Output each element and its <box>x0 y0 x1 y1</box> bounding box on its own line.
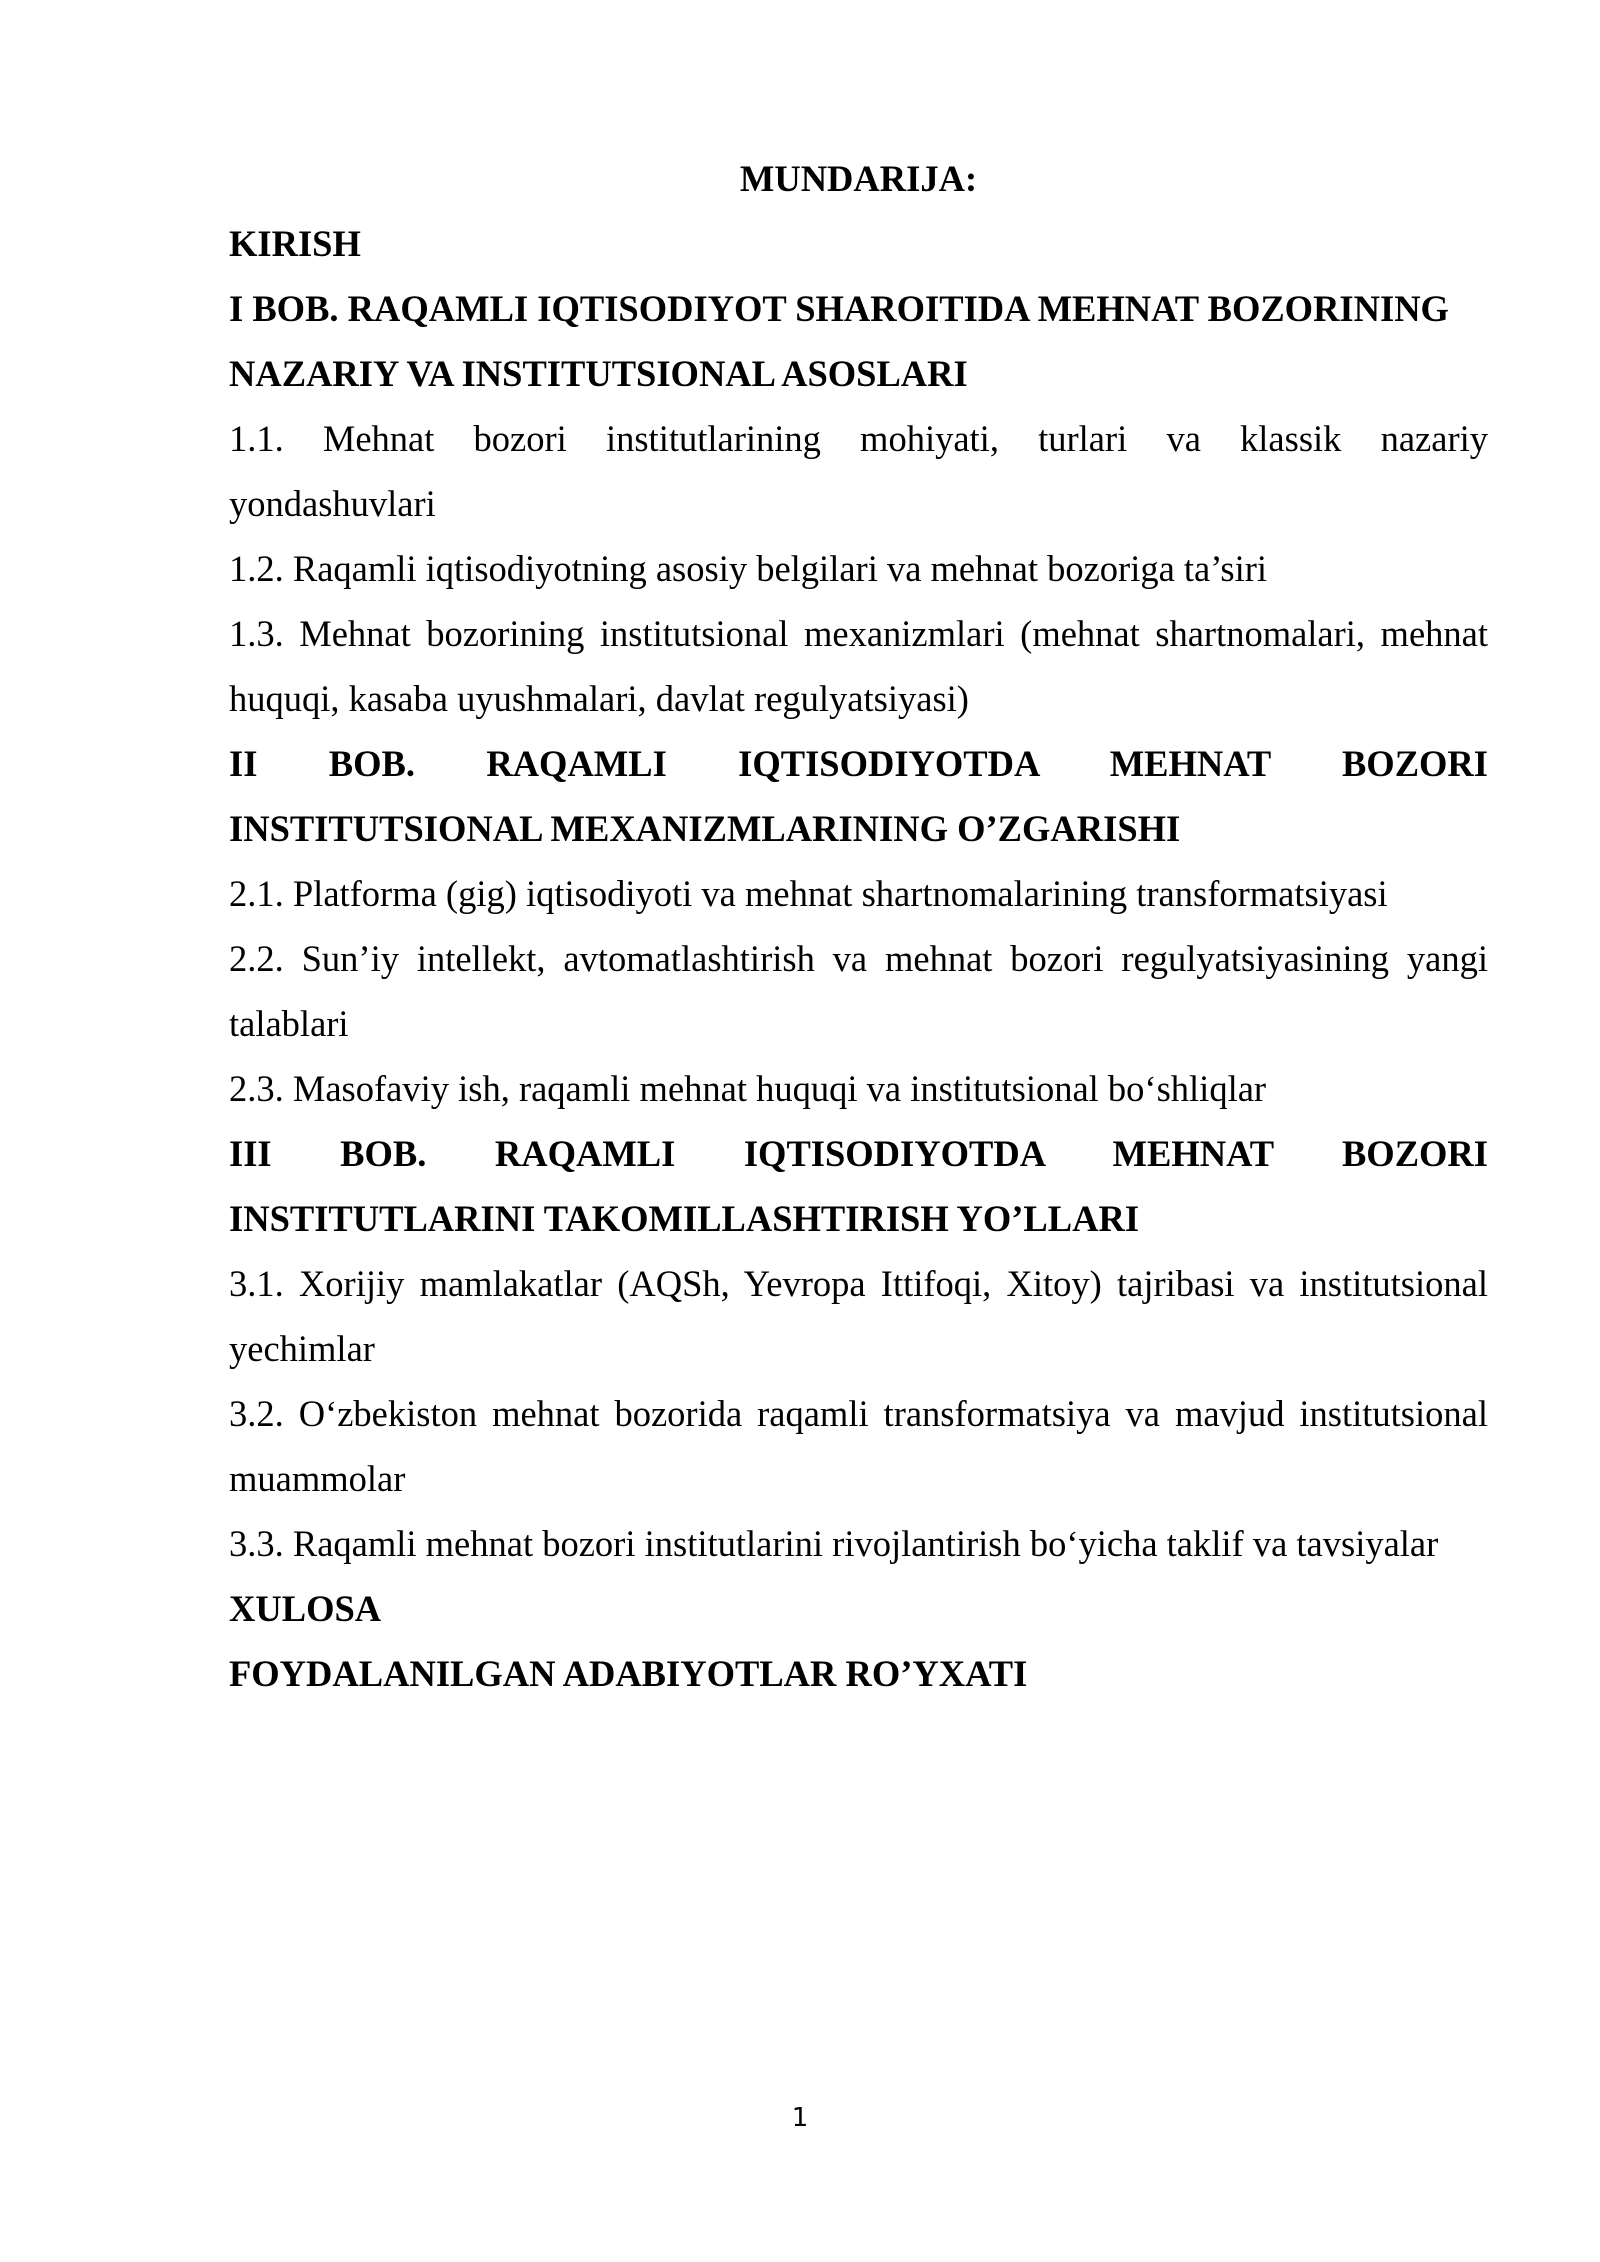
toc-heading: II BOB. RAQAMLI IQTISODIYOTDA MEHNAT BOZORI <box>229 743 1488 784</box>
toc-item: huquqi, kasaba uyushmalari, davlat regulyatsiyasi) <box>229 678 969 719</box>
toc-heading: NAZARIY VA INSTITUTSIONAL ASOSLARI <box>229 353 968 394</box>
toc-entries <box>229 211 1488 1706</box>
toc-heading: INSTITUTSIONAL MEXANIZMLARINING O’ZGARISHI <box>229 808 1181 849</box>
toc-heading: INSTITUTLARINI TAKOMILLASHTIRISH YO’LLARI <box>229 1198 1140 1239</box>
toc-item: 1.3. Mehnat bozorining institutsional mexanizmlari (mehnat shartnomalari, mehnat <box>229 613 1488 654</box>
toc-item: 2.2. Sun’iy intellekt, avtomatlashtirish va mehnat bozori regulyatsiyasining yangi <box>229 938 1488 979</box>
toc-item: 3.2. O‘zbekiston mehnat bozorida raqamli transformatsiya va mavjud institutsional <box>229 1393 1488 1434</box>
page-number: 1 <box>791 2103 809 2133</box>
toc-heading: KIRISH <box>229 223 361 264</box>
toc-item: 1.1. Mehnat bozori institutlarining mohiyati, turlari va klassik nazariy <box>229 418 1488 459</box>
toc-heading: I BOB. RAQAMLI IQTISODIYOT SHAROITIDA MEHNAT BOZORINING <box>229 288 1449 329</box>
toc-title: MUNDARIJA: <box>739 158 978 199</box>
toc-item: muammolar <box>229 1458 406 1499</box>
toc-item: 2.3. Masofaviy ish, raqamli mehnat huquqi va institutsional bo‘shliqlar <box>229 1068 1267 1109</box>
toc-heading: FOYDALANILGAN ADABIYOTLAR RO’YXATI <box>229 1653 1028 1694</box>
toc-item: 2.1. Platforma (gig) iqtisodiyoti va mehnat shartnomalarining transformatsiyasi <box>229 873 1388 914</box>
toc-item: 3.3. Raqamli mehnat bozori institutlarini rivojlantirish bo‘yicha taklif va tavsiyalar <box>229 1523 1439 1564</box>
toc-heading: III BOB. RAQAMLI IQTISODIYOTDA MEHNAT BOZORI <box>229 1133 1488 1174</box>
toc-item: 1.2. Raqamli iqtisodiyotning asosiy belgilari va mehnat bozoriga ta’siri <box>229 548 1268 589</box>
toc-item: yondashuvlari <box>229 483 436 524</box>
table-of-contents <box>229 146 1488 1706</box>
toc-heading: XULOSA <box>229 1588 382 1629</box>
toc-item: talablari <box>229 1003 349 1044</box>
toc-item: yechimlar <box>229 1328 375 1369</box>
toc-item: 3.1. Xorijiy mamlakatlar (AQSh, Yevropa Ittifoqi, Xitoy) tajribasi va institutsional <box>229 1263 1488 1304</box>
